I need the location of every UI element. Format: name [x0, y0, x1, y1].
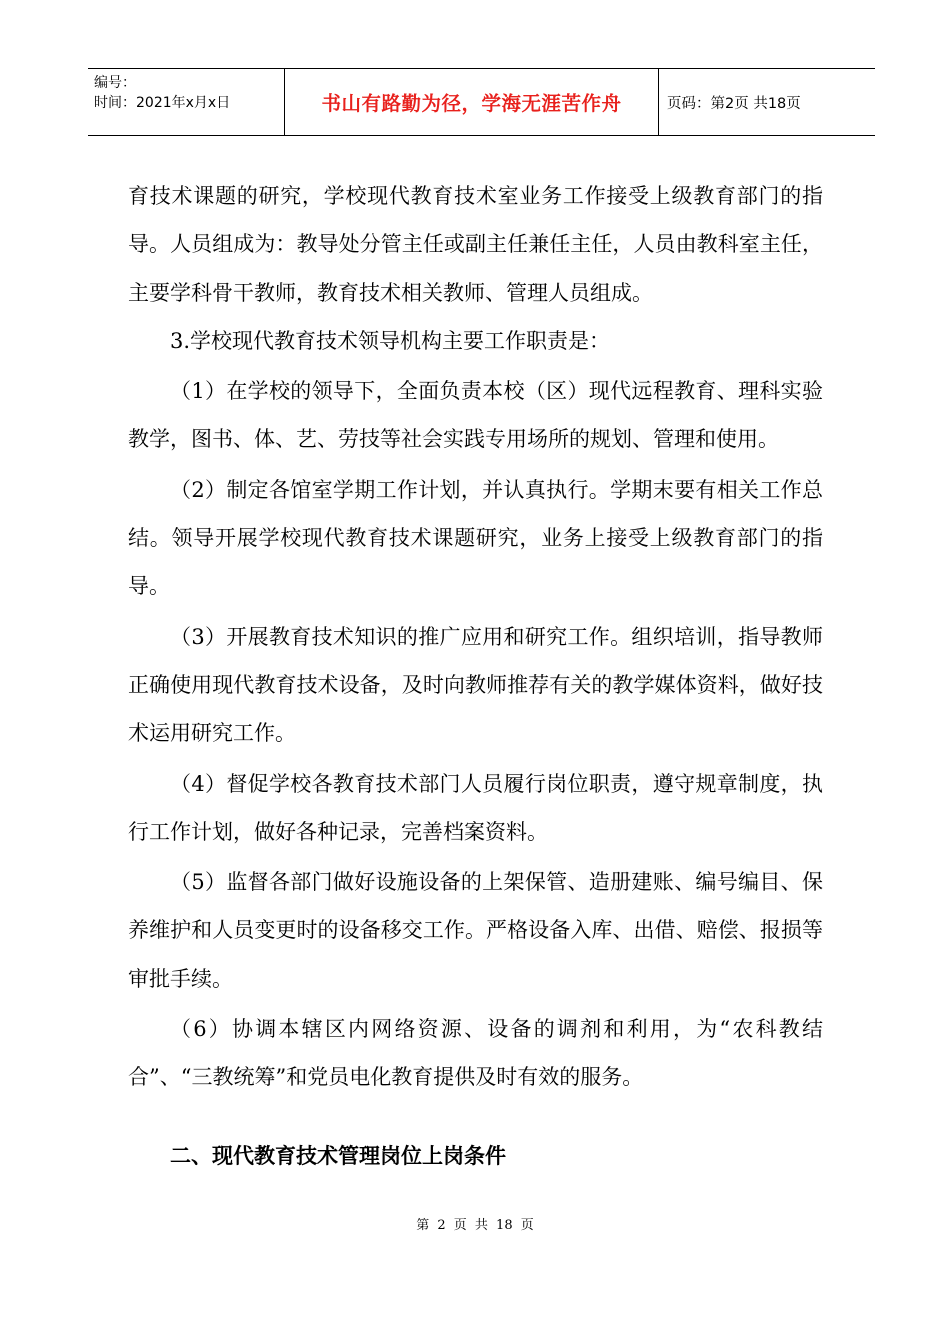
paragraph-item-5: （5）监督各部门做好设施设备的上架保管、造册建账、编号编目、保养维护和人员变更时的设备移交工作。严格设备入库、出借、赔偿、报损等审批手续。	[128, 870, 823, 991]
header-motto: 书山有路勤为径，学海无涯苦作舟	[285, 69, 659, 135]
paragraph-item-6: （6）协调本辖区内网络资源、设备的调剂和利用，为“农科教结合”、“三教统筹”和党员电化教育提供及时有效的服务。	[128, 1017, 823, 1090]
page-footer: 第 2 页 共 18 页	[416, 1218, 534, 1233]
header-meta	[88, 69, 285, 135]
document-header	[88, 68, 875, 136]
date-label: 时间：2021年x月x日	[94, 95, 231, 111]
paragraph-item-1: （1）在学校的领导下，全面负责本校（区）现代远程教育、理科实验教学，图书、体、艺、劳技等社会实践专用场所的规划、管理和使用。	[128, 379, 823, 452]
paragraph-section-3: 3.学校现代教育技术领导机构主要工作职责是：	[170, 328, 611, 353]
paragraph-item-3: （3）开展教育技术知识的推广应用和研究工作。组织培训，指导教师正确使用现代教育技术设备，及时向教师推荐有关的教学媒体资料，做好技术运用研究工作。	[128, 624, 823, 746]
paragraph-item-4: （4）督促学校各教育技术部门人员履行岗位职责，遵守规章制度，执行工作计划，做好各种记录，完善档案资料。	[128, 771, 823, 844]
paragraph-item-2: （2）制定各馆室学期工作计划，并认真执行。学期末要有相关工作总结。领导开展学校现代教育技术课题研究，业务上接受上级教育部门的指导。	[128, 477, 823, 599]
paragraph-continuation: 育技术课题的研究，学校现代教育技术室业务工作接受上级教育部门的指导。人员组成为：教导处分管主任或副主任兼任主任，人员由教科室主任，主要学科骨干教师，教育技术相关教师、管理人员组成。	[128, 184, 823, 305]
section-heading: 二、现代教育技术管理岗位上岗条件	[170, 1144, 506, 1168]
document-body	[128, 172, 823, 1102]
header-page-number: 页码：第2页 共18页	[667, 95, 801, 112]
serial-number-label: 编号：	[94, 75, 136, 91]
